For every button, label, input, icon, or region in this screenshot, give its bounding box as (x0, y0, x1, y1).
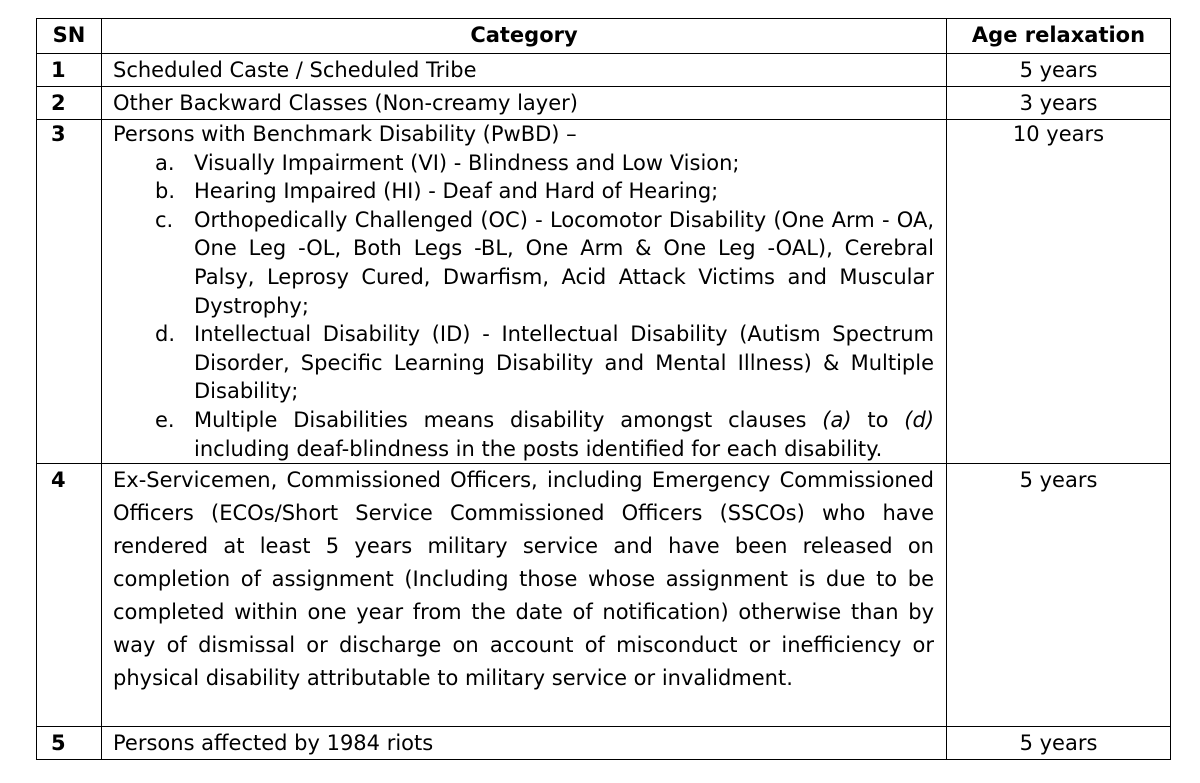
row-category (102, 120, 947, 464)
table-row (37, 464, 1171, 727)
pwbd-sub-list (113, 149, 934, 464)
list-item (113, 406, 934, 463)
row-category: Persons affected by 1984 riots (102, 727, 947, 760)
list-item-text: Visually Impairment (VI) - Blindness and Low Vision; (194, 150, 740, 175)
list-item-text: Intellectual Disability (ID) - Intellectual Disability (Autism Spectrum Disorder, Specific Learning Disability and Mental Illness) & Multiple Disability; (194, 322, 934, 404)
row-category: Other Backward Classes (Non-creamy layer) (102, 87, 947, 120)
clause-ref-a: (a) (822, 407, 852, 432)
age-relaxation-table (36, 18, 1171, 760)
row-category: Scheduled Caste / Scheduled Tribe (102, 54, 947, 87)
row-sn: 3 (37, 120, 102, 464)
list-item (113, 206, 934, 320)
table-row (37, 87, 1171, 120)
list-item (113, 149, 934, 178)
row-age-relaxation: 5 years (947, 464, 1171, 727)
row-age-relaxation: 5 years (947, 54, 1171, 87)
text-segment: Multiple Disabilities means disability amongst clauses (194, 407, 823, 432)
row-category (102, 464, 947, 727)
list-marker: b. (155, 179, 176, 204)
ex-servicemen-text: Ex-Servicemen, Commissioned Officers, including Emergency Commissioned Officers (ECOs/Short Service Commissioned Officers (SSCOs) who have rendered at least 5 years military service and have been released on completion of assignment (Including those whose assignment is due to be completed within one year from the date of notification) otherwise than by way of dismissal or discharge on account of misconduct or inefficiency or physical disability attributable to military service or invalidment. (113, 468, 934, 691)
table-row (37, 54, 1171, 87)
row-sn: 5 (37, 727, 102, 760)
list-item (113, 320, 934, 406)
list-marker: e. (155, 407, 175, 432)
list-item-text (194, 408, 934, 461)
header-category: Category (102, 19, 947, 54)
header-row (37, 19, 1171, 54)
row-sn: 4 (37, 464, 102, 727)
header-age-relaxation: Age relaxation (947, 19, 1171, 54)
list-marker: c. (155, 207, 174, 232)
row-sn: 1 (37, 54, 102, 87)
row-age-relaxation: 3 years (947, 87, 1171, 120)
list-item-text: Orthopedically Challenged (OC) - Locomotor Disability (One Arm - OA, One Leg -OL, Both Legs -BL, One Arm & One Leg -OAL), Cerebral Palsy, Leprosy Cured, Dwarfism, Acid Attack Victims and Muscular Dystrophy; (194, 207, 934, 318)
table-row (37, 120, 1171, 464)
table-row (37, 727, 1171, 760)
list-item-text: Hearing Impaired (HI) - Deaf and Hard of Hearing; (194, 179, 719, 204)
pwbd-heading: Persons with Benchmark Disability (PwBD) – (113, 122, 577, 146)
clause-ref-d: (d) (904, 407, 935, 432)
list-item (113, 177, 934, 206)
list-marker: a. (155, 150, 175, 175)
list-marker: d. (155, 322, 176, 347)
text-segment: including deaf-blindness in the posts identified for each disability. (194, 436, 883, 461)
text-segment: to (851, 407, 905, 432)
row-age-relaxation: 10 years (947, 120, 1171, 464)
header-sn: SN (37, 19, 102, 54)
row-age-relaxation: 5 years (947, 727, 1171, 760)
row-sn: 2 (37, 87, 102, 120)
